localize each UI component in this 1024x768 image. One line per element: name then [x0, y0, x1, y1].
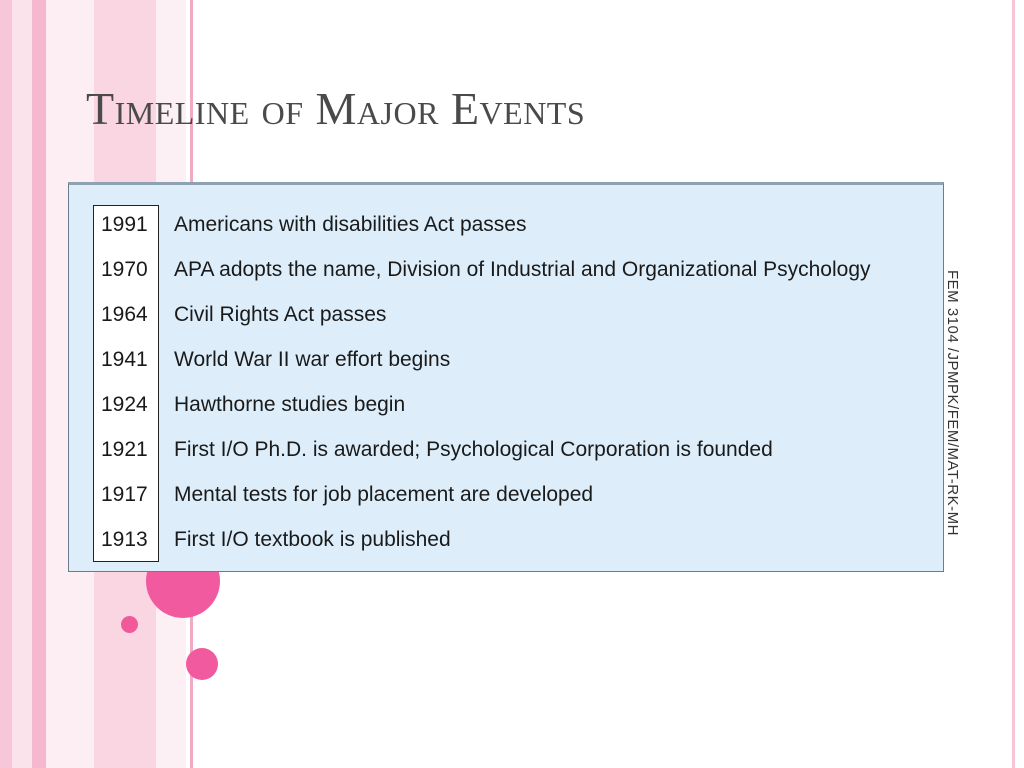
timeline-year: 1964 [101, 303, 148, 326]
decor-circle-small [121, 616, 138, 633]
timeline-row [69, 295, 939, 335]
timeline-row [69, 520, 939, 560]
timeline-event: First I/O Ph.D. is awarded; Psychological Corporation is founded [174, 438, 773, 461]
timeline-year: 1970 [101, 258, 148, 281]
timeline-year: 1917 [101, 483, 148, 506]
timeline-event: First I/O textbook is published [174, 528, 451, 551]
timeline-row [69, 340, 939, 380]
timeline-year: 1991 [101, 213, 148, 236]
timeline-row [69, 430, 939, 470]
timeline-event: World War II war effort begins [174, 348, 451, 371]
timeline-year: 1921 [101, 438, 148, 461]
slide-title: Timeline of Major Events [86, 83, 586, 134]
decor-circle-medium [186, 648, 218, 680]
timeline-year: 1913 [101, 528, 148, 551]
decor-stripe [0, 0, 12, 768]
vertical-footer-text: FEM 3104 /JPMPK/FEM/MAT-RK-MH [944, 270, 961, 536]
timeline-row [69, 385, 939, 425]
decor-right-line [1012, 0, 1015, 768]
timeline-row [69, 475, 939, 515]
timeline-year: 1941 [101, 348, 148, 371]
decor-stripe [32, 0, 46, 768]
timeline-event: Americans with disabilities Act passes [174, 213, 527, 236]
timeline-event: Civil Rights Act passes [174, 303, 387, 326]
timeline-event: Mental tests for job placement are developed [174, 483, 594, 506]
timeline-row [69, 205, 939, 245]
timeline-event: APA adopts the name, Division of Industrial and Organizational Psychology [174, 258, 871, 281]
timeline-row [69, 250, 939, 290]
timeline-event: Hawthorne studies begin [174, 393, 406, 416]
timeline-panel [68, 182, 944, 572]
timeline-year: 1924 [101, 393, 148, 416]
decor-stripe [12, 0, 32, 768]
